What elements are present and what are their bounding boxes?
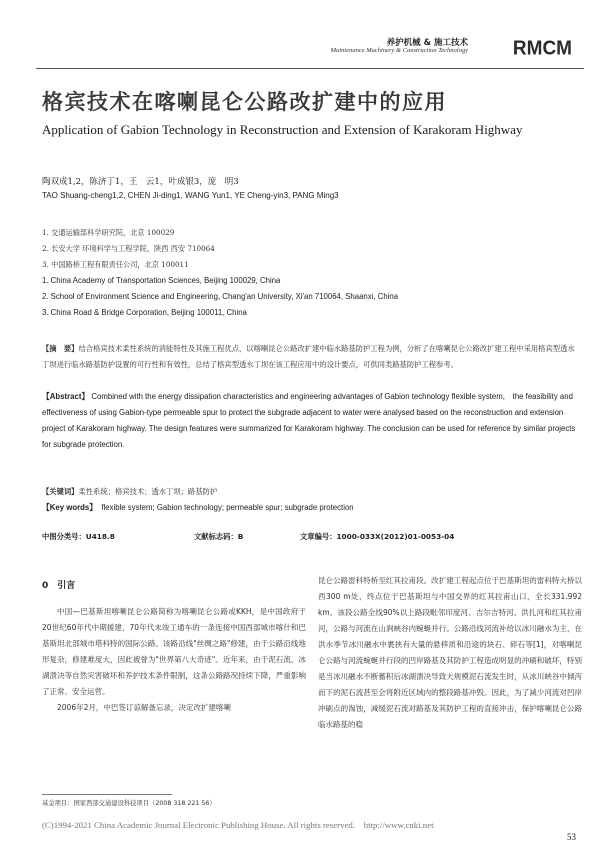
abstract-en-text: Combined with the energy dissipation characteristics and engineering advantages of Gabion technology flexible system, the feasibility and effectiveness of using Gabion-type permeable spur to protect the subgrade adjacent to water were analysed based on the reconstruction and extension project of Karakoram highway. The design features were summarized for Karakoram highway. The conclusion can be used for reference by similar projects for subgrade protection. xyxy=(42,392,576,449)
keywords-en-label: 【Key words】 xyxy=(42,503,98,512)
article-number: 文章编号：1000-033X(2012)01-0053-04 xyxy=(300,532,455,541)
abstract-cn-text: 结合格宾技术柔性系统的消能特性及其施工程优点，以喀喇昆仑公路改扩建中临水路基防护工程为例，分析了在喀喇昆仑公路改扩建工程中采用格宾型透水丁坝进行临水路基防护设置的可行性和有效性，总结了格宾型透水丁坝在该工程应用中的设计要点，可供同类路基防护工程参考。 xyxy=(42,344,575,369)
footnote-divider xyxy=(42,794,172,795)
paper-title-en: Application of Gabion Technology in Reconstruction and Extension of Karakoram Highway xyxy=(42,122,523,137)
funding-footnote: 基金项目：国家西部交通建设科技项目（2008 318 221 56） xyxy=(42,800,216,807)
keywords-cn-text: 柔性系统；格宾技术；透水丁坝；路基防护 xyxy=(78,487,218,496)
affiliation-cn-3: 3. 中国路桥工程有限责任公司，北京 100011 xyxy=(42,260,189,269)
journal-header xyxy=(300,36,600,66)
abstract-cn-label: 【摘 要】 xyxy=(42,344,79,353)
body-paragraph: 中国—巴基斯坦喀喇昆仑公路简称为喀喇昆仑公路或KKH，是中国政府于20世纪60年代中期援建，70年代末竣工通车的一条连接中国西部城市喀什和巴基斯坦北部城市塔科特的国际公路。该路沿线"丝绸之路"修建，由于公路沿线地形复杂，修建难度大，因此被誉为"世界第八大奇迹"。近年来，由于泥石流、冰湖溃决等自然灾害破坏和养护技术条件限制，这条公路路况持续下降，严重影响了正常、安全运营。 xyxy=(42,607,306,696)
journal-name-en: Maintenance Machinery & Construction Technology xyxy=(330,47,468,54)
paper-title-cn: 格宾技术在喀喇昆仑公路改扩建中的应用 xyxy=(42,90,447,114)
section-heading-introduction: 0 引言 xyxy=(42,581,76,591)
journal-name-cn: 养护机械 & 施工技术 xyxy=(386,38,468,48)
affiliation-en-3: 3. China Road & Bridge Corporation, Beijing 100011, China xyxy=(42,308,247,317)
abstract-cn xyxy=(42,341,580,373)
clc-number: 中图分类号：U418.8 xyxy=(42,532,115,541)
keywords-en xyxy=(42,502,580,513)
authors-cn: 陶双成1,2，陈济丁1，王 云1，叶成银3，庞 明3 xyxy=(42,177,239,187)
body-column-right: 昆仑公路雷科特桥至红其拉甫段。改扩建工程起点位于巴基斯坦的雷科特大桥以西300 m处，终点位于巴基斯坦与中国交界的红其拉甫山口，全长331.992 km。该段公路全线90%以上路段毗邻印度河、吉尔吉特河、洪扎河和红其拉甫河，公路与河流在山涧峡谷内蜿蜒并行。公路沿线河流补给以冰川融水为主，在洪水季节冰川融水中裹挟有大量的悬移质和沿途的块石、碎石等[1]，对喀喇昆仑公路与河流蜿蜒并行段的凹岸路基及其防护工程造成明显的冲刷和破坏，特别是当冰川融水不断蓄积后冰湖溃决导致大规模泥石流发生时，从冰川峡谷中倾泻而下的泥石流甚至会将附近区域内的整段路基冲毁。因此，为了减少河流对凹岸冲刷点的淘蚀，减缓泥石流对路基及其防护工程的直接冲击，保护喀喇昆仑公路临水路基的稳 xyxy=(318,576,582,729)
classification-line xyxy=(42,532,580,546)
journal-logo: RMCM xyxy=(512,37,572,60)
keywords-en-text: flexible system; Gabion technology; permeable spur; subgrade protection xyxy=(101,503,354,512)
document-code: 文献标志码：B xyxy=(194,532,244,541)
abstract-en xyxy=(42,389,580,453)
body-column-left xyxy=(42,604,306,716)
keywords-cn xyxy=(42,487,580,497)
affiliation-cn-1: 1. 交通运输部科学研究院，北京 100029 xyxy=(42,228,175,237)
page-number: 53 xyxy=(567,832,576,842)
affiliation-cn-2: 2. 长安大学 环境科学与工程学院，陕西 西安 710064 xyxy=(42,244,215,253)
body-paragraph: 2006年2月，中巴签订谅解备忘录，决定改扩建喀喇 xyxy=(57,703,231,712)
affiliation-en-1: 1. China Academy of Transportation Sciences, Beijing 100029, China xyxy=(42,276,281,285)
header-divider xyxy=(36,68,584,69)
affiliations xyxy=(42,225,582,321)
copyright-notice: (C)1994-2021 China Academic Journal Electronic Publishing House. All rights reserved. http://www.cnki.net xyxy=(42,820,434,830)
affiliation-en-2: 2. School of Environment Science and Engineering, Chang'an University, Xi'an 710064, Shaanxi, China xyxy=(42,292,399,301)
keywords-cn-label: 【关键词】 xyxy=(42,487,79,496)
abstract-en-label: 【Abstract】 xyxy=(42,392,90,401)
authors-en: TAO Shuang-cheng1,2, CHEN Ji-ding1, WANG Yun1, YE Cheng-yin3, PANG Ming3 xyxy=(42,191,339,200)
